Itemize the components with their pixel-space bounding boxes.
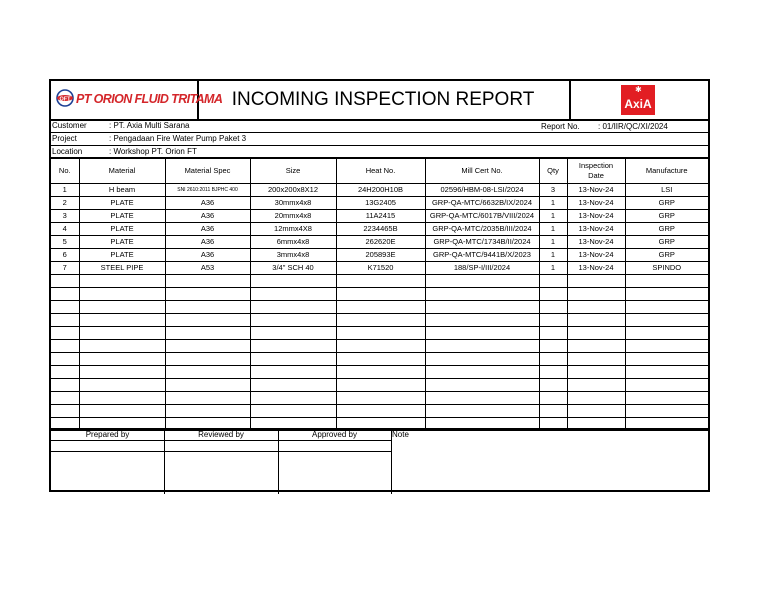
cell-inspection-date [567, 288, 625, 301]
cell-manufacture [625, 275, 708, 288]
cell-material-spec [165, 288, 250, 301]
cell-mill-cert [425, 405, 539, 418]
report-no-value: : 01/IIR/QC/XI/2024 [598, 122, 668, 131]
cell-mill-cert: GRP-QA-MTC/6017B/VIII/2024 [425, 210, 539, 223]
cell-material [79, 392, 165, 405]
cell-mill-cert [425, 366, 539, 379]
cell-mill-cert [425, 275, 539, 288]
table-row [51, 223, 708, 236]
signature-block [51, 428, 708, 494]
cell-material-spec [165, 340, 250, 353]
col-header-heat-no: Heat No. [336, 159, 425, 184]
table-row [51, 262, 708, 275]
cell-size [250, 366, 336, 379]
cell-inspection-date [567, 353, 625, 366]
cell-qty: 3 [539, 184, 567, 197]
table-row [51, 249, 708, 262]
cell-no: 5 [51, 236, 79, 249]
cell-mill-cert: GRP-QA-MTC/2035B/III/2024 [425, 223, 539, 236]
cell-mill-cert: GRP-QA-MTC/1734B/II/2024 [425, 236, 539, 249]
empty-table-row [51, 314, 708, 327]
cell-material: PLATE [79, 236, 165, 249]
cell-material [79, 288, 165, 301]
client-logo-text: AxiA [624, 97, 652, 111]
client-logo [569, 81, 710, 119]
cell-heat-no [336, 379, 425, 392]
cell-manufacture [625, 353, 708, 366]
cell-inspection-date [567, 405, 625, 418]
table-row [51, 210, 708, 223]
cell-no [51, 405, 79, 418]
cell-size [250, 314, 336, 327]
cell-manufacture: GRP [625, 236, 708, 249]
report-title: INCOMING INSPECTION REPORT [231, 89, 535, 110]
cell-heat-no: 2234465B [336, 223, 425, 236]
cell-no: 3 [51, 210, 79, 223]
cell-manufacture: GRP [625, 197, 708, 210]
cell-no [51, 392, 79, 405]
cell-material-spec [165, 366, 250, 379]
cell-inspection-date: 13-Nov-24 [567, 184, 625, 197]
cell-material-spec [165, 353, 250, 366]
empty-table-row [51, 327, 708, 340]
empty-table-row [51, 366, 708, 379]
cell-mill-cert: 02596/HBM-08-LSI/2024 [425, 184, 539, 197]
cell-heat-no: K71520 [336, 262, 425, 275]
cell-heat-no [336, 301, 425, 314]
cell-material [79, 314, 165, 327]
cell-inspection-date [567, 301, 625, 314]
cell-qty: 1 [539, 249, 567, 262]
cell-no [51, 340, 79, 353]
cell-qty [539, 405, 567, 418]
cell-mill-cert: GRP-QA-MTC/9441B/X/2023 [425, 249, 539, 262]
col-header-material: Material [79, 159, 165, 184]
cell-material [79, 301, 165, 314]
info-project [51, 132, 708, 145]
col-header-mill-cert: Mill Cert No. [425, 159, 539, 184]
cell-qty [539, 353, 567, 366]
cell-qty: 1 [539, 197, 567, 210]
cell-inspection-date [567, 392, 625, 405]
cell-inspection-date [567, 314, 625, 327]
cell-manufacture [625, 327, 708, 340]
empty-table-row [51, 340, 708, 353]
cell-no [51, 314, 79, 327]
cell-heat-no [336, 405, 425, 418]
cell-no [51, 301, 79, 314]
cell-qty [539, 340, 567, 353]
col-header-inspection-date: Inspection Date [567, 159, 625, 184]
cell-size [250, 379, 336, 392]
cell-mill-cert [425, 314, 539, 327]
cell-material-spec: SNI 2610:2011 BJPHC 400 [165, 184, 250, 197]
cell-inspection-date: 13-Nov-24 [567, 249, 625, 262]
cell-qty: 1 [539, 262, 567, 275]
location-value: : Workshop PT. Orion FT [109, 147, 197, 156]
cell-qty [539, 314, 567, 327]
cell-size [250, 405, 336, 418]
cell-size [250, 327, 336, 340]
cell-mill-cert [425, 379, 539, 392]
cell-manufacture [625, 366, 708, 379]
cell-material-spec: A36 [165, 223, 250, 236]
cell-inspection-date: 13-Nov-24 [567, 197, 625, 210]
table-row [51, 197, 708, 210]
cell-size [250, 275, 336, 288]
cell-material-spec: A36 [165, 210, 250, 223]
cell-material [79, 379, 165, 392]
cell-qty [539, 327, 567, 340]
empty-table-row [51, 379, 708, 392]
cell-mill-cert [425, 288, 539, 301]
cell-mill-cert [425, 392, 539, 405]
cell-manufacture [625, 379, 708, 392]
cell-material: STEEL PIPE [79, 262, 165, 275]
cell-no [51, 275, 79, 288]
cell-qty: 1 [539, 236, 567, 249]
table-row [51, 184, 708, 197]
cell-heat-no: 262620E [336, 236, 425, 249]
cell-material [79, 275, 165, 288]
cell-no: 4 [51, 223, 79, 236]
cell-heat-no [336, 366, 425, 379]
cell-qty: 1 [539, 210, 567, 223]
inspection-table [51, 158, 708, 431]
cell-heat-no: 24H200H10B [336, 184, 425, 197]
cell-qty: 1 [539, 223, 567, 236]
cell-size [250, 340, 336, 353]
customer-value: : PT. Axia Multi Sarana [109, 121, 190, 130]
cell-mill-cert [425, 353, 539, 366]
col-header-size: Size [250, 159, 336, 184]
cell-material-spec: A36 [165, 249, 250, 262]
cell-no [51, 327, 79, 340]
cell-material-spec [165, 314, 250, 327]
prepared-by-box [51, 430, 165, 494]
cell-heat-no: 13G2405 [336, 197, 425, 210]
cell-material-spec: A36 [165, 236, 250, 249]
cell-no [51, 379, 79, 392]
cell-mill-cert [425, 340, 539, 353]
axia-logo-icon: ✱ AxiA [621, 85, 655, 115]
approved-by-box [278, 430, 392, 494]
cell-inspection-date [567, 379, 625, 392]
table-body [51, 184, 708, 431]
cell-manufacture: SPINDO [625, 262, 708, 275]
cell-material [79, 327, 165, 340]
cell-mill-cert: GRP-QA-MTC/6632B/IX/2024 [425, 197, 539, 210]
prepared-by-label: Prepared by [85, 430, 130, 439]
col-header-qty: Qty [539, 159, 567, 184]
cell-inspection-date [567, 366, 625, 379]
cell-heat-no [336, 340, 425, 353]
empty-table-row [51, 301, 708, 314]
cell-manufacture [625, 301, 708, 314]
cell-manufacture: GRP [625, 210, 708, 223]
cell-size [250, 353, 336, 366]
cell-mill-cert [425, 327, 539, 340]
note-label: Note [392, 430, 409, 439]
cell-inspection-date: 13-Nov-24 [567, 236, 625, 249]
cell-heat-no [336, 275, 425, 288]
cell-no: 7 [51, 262, 79, 275]
cell-material [79, 353, 165, 366]
cell-material: PLATE [79, 197, 165, 210]
empty-table-row [51, 288, 708, 301]
cell-heat-no [336, 327, 425, 340]
col-header-no: No. [51, 159, 79, 184]
cell-material-spec [165, 405, 250, 418]
cell-size [250, 301, 336, 314]
cell-material: PLATE [79, 210, 165, 223]
cell-mill-cert: 188/SP-I/III/2024 [425, 262, 539, 275]
project-label: Project [52, 134, 77, 143]
cell-qty [539, 392, 567, 405]
cell-no: 1 [51, 184, 79, 197]
empty-table-row [51, 353, 708, 366]
svg-text:OFT: OFT [59, 96, 71, 103]
col-header-material-spec: Material Spec [165, 159, 250, 184]
cell-inspection-date: 13-Nov-24 [567, 210, 625, 223]
cell-manufacture: LSI [625, 184, 708, 197]
cell-no [51, 366, 79, 379]
cell-material: H beam [79, 184, 165, 197]
cell-manufacture [625, 392, 708, 405]
cell-size: 3mmx4x8 [250, 249, 336, 262]
cell-no: 2 [51, 197, 79, 210]
empty-table-row [51, 392, 708, 405]
cell-size: 3/4" SCH 40 [250, 262, 336, 275]
cell-material-spec [165, 392, 250, 405]
table-row [51, 236, 708, 249]
cell-material-spec [165, 327, 250, 340]
cell-size: 30mmx4x8 [250, 197, 336, 210]
empty-table-row [51, 275, 708, 288]
inspection-report-form [49, 79, 710, 492]
cell-no [51, 353, 79, 366]
cell-heat-no [336, 288, 425, 301]
cell-inspection-date: 13-Nov-24 [567, 262, 625, 275]
ofe-logo-icon [56, 89, 74, 107]
cell-size: 6mmx4x8 [250, 236, 336, 249]
approved-by-label: Approved by [312, 430, 357, 439]
cell-heat-no [336, 314, 425, 327]
cell-material [79, 366, 165, 379]
empty-table-row [51, 405, 708, 418]
company-logo [51, 81, 223, 119]
cell-heat-no: 11A2415 [336, 210, 425, 223]
cell-no [51, 288, 79, 301]
cell-inspection-date [567, 275, 625, 288]
cell-inspection-date: 13-Nov-24 [567, 223, 625, 236]
cell-manufacture: GRP [625, 249, 708, 262]
cell-material-spec [165, 379, 250, 392]
reviewed-by-label: Reviewed by [198, 430, 244, 439]
cell-manufacture [625, 314, 708, 327]
cell-size: 20mmx4x8 [250, 210, 336, 223]
cell-heat-no [336, 353, 425, 366]
customer-label: Customer [52, 121, 87, 130]
cell-heat-no: 205893E [336, 249, 425, 262]
report-header [51, 81, 708, 121]
cell-size [250, 392, 336, 405]
project-value: : Pengadaan Fire Water Pump Paket 3 [109, 134, 247, 143]
cell-material-spec: A53 [165, 262, 250, 275]
cell-heat-no [336, 392, 425, 405]
cell-inspection-date [567, 327, 625, 340]
cell-material: PLATE [79, 223, 165, 236]
cell-inspection-date [567, 340, 625, 353]
cell-material-spec [165, 301, 250, 314]
cell-material [79, 340, 165, 353]
company-name: PT ORION FLUID TRITAMA [76, 92, 223, 106]
cell-mill-cert [425, 301, 539, 314]
cell-qty [539, 379, 567, 392]
cell-qty [539, 275, 567, 288]
cell-qty [539, 288, 567, 301]
cell-size [250, 288, 336, 301]
col-header-manufacture: Manufacture [625, 159, 708, 184]
reviewed-by-box [164, 430, 279, 494]
cell-material [79, 405, 165, 418]
cell-size: 12mmx4X8 [250, 223, 336, 236]
cell-material-spec [165, 275, 250, 288]
cell-qty [539, 366, 567, 379]
cell-manufacture: GRP [625, 223, 708, 236]
cell-material-spec: A36 [165, 197, 250, 210]
cell-manufacture [625, 405, 708, 418]
cell-qty [539, 301, 567, 314]
cell-size: 200x200x8X12 [250, 184, 336, 197]
cell-material: PLATE [79, 249, 165, 262]
cell-manufacture [625, 288, 708, 301]
table-header-row [51, 159, 708, 184]
location-label: Location [52, 147, 83, 156]
report-no-label: Report No. [541, 122, 580, 131]
cell-manufacture [625, 340, 708, 353]
cell-no: 6 [51, 249, 79, 262]
